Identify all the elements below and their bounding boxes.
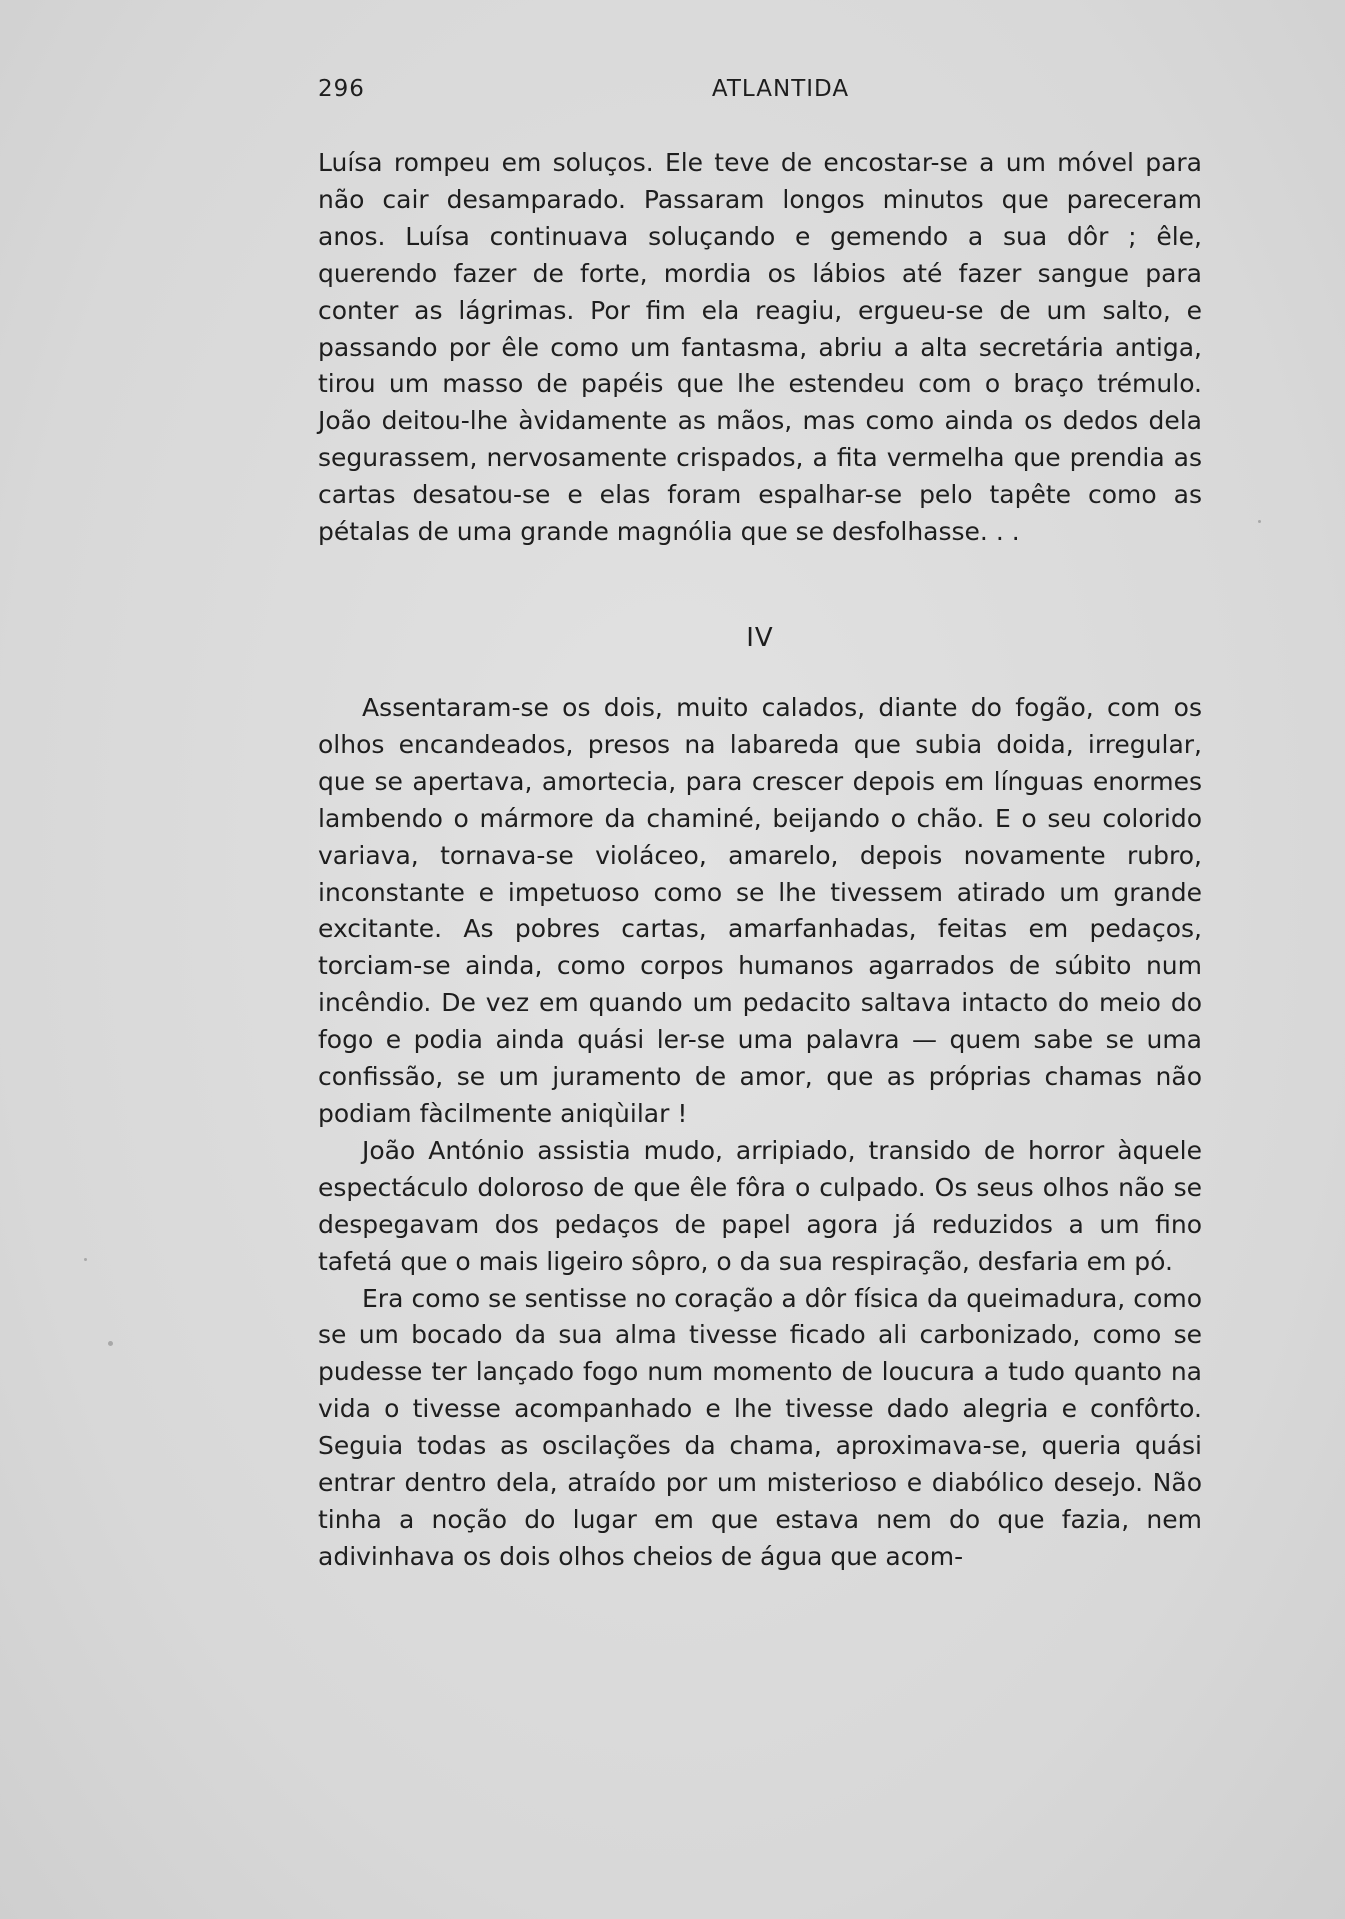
opening-text-block bbox=[318, 145, 1202, 551]
paragraph: João António assistia mudo, arripiado, transido de horror àquele espectáculo doloroso de que êle fôra o culpado. Os seus olhos não se despegavam dos pedaços de papel agora já reduzidos a um fino tafetá que o mais ligeiro sôpro, o da sua respiração, desfaria em pó. bbox=[318, 1135, 1202, 1276]
paragraph: Luísa rompeu em soluços. Ele teve de encostar-se a um móvel para não cair desamparado. Passaram longos minutos que pareceram anos. Luísa continuava soluçando e gemendo a sua dôr ; êle, querendo fazer de forte, mordia os lábios até fazer sangue para conter as lágrimas. Por fim ela reagiu, ergueu-se de um salto, e passando por êle como um fantasma, abriu a alta secretária antiga, tirou um masso de papéis que lhe estendeu com o braço trémulo. João deitou-lhe àvidamente as mãos, mas como ainda os dedos dela segurassem, nervosamente crispados, a fita vermelha que prendia as cartas desatou-se e elas foram espalhar-se pelo tapête como as pétalas de uma grande magnólia que se desfolhasse. . . bbox=[318, 148, 1202, 547]
paper-speck bbox=[108, 1341, 113, 1346]
section-text-block bbox=[318, 690, 1202, 1576]
paper-speck bbox=[84, 1258, 87, 1261]
page-header bbox=[318, 76, 1203, 106]
section-heading: IV bbox=[746, 623, 774, 653]
paragraph: Assentaram-se os dois, muito calados, diante do fogão, com os olhos encandeados, presos na labareda que subia doida, irregular, que se apertava, amortecia, para crescer depois em línguas enormes lambendo o mármore da chaminé, beijando o chão. E o seu colorido variava, tornava-se violáceo, amarelo, depois novamente rubro, inconstante e impetuoso como se lhe tivessem atirado um grande excitante. As pobres cartas, amarfanhadas, feitas em pedaços, torciam-se ainda, como corpos humanos agarrados de súbito num incêndio. De vez em quando um pedacito saltava intacto do meio do fogo e podia ainda quási ler-se uma palavra — quem sabe se uma confissão, se um juramento de amor, que as próprias chamas não podiam fàcilmente aniqùilar ! bbox=[318, 693, 1202, 1128]
page-number: 296 bbox=[318, 76, 365, 102]
running-title: ATLANTIDA bbox=[711, 76, 850, 102]
paper-speck bbox=[1258, 520, 1261, 523]
paragraph: Era como se sentisse no coração a dôr física da queimadura, como se um bocado da sua alma tivesse ficado ali carbonizado, como se pudesse ter lançado fogo num momento de loucura a tudo quanto na vida o tivesse acompanhado e lhe tivesse dado alegria e confôrto. Seguia todas as oscilações da chama, aproximava-se, queria quási entrar dentro dela, atraído por um misterioso e diabólico desejo. Não tinha a noção do lugar em que estava nem do que fazia, nem adivinhava os dois olhos cheios de água que acom- bbox=[318, 1283, 1202, 1571]
